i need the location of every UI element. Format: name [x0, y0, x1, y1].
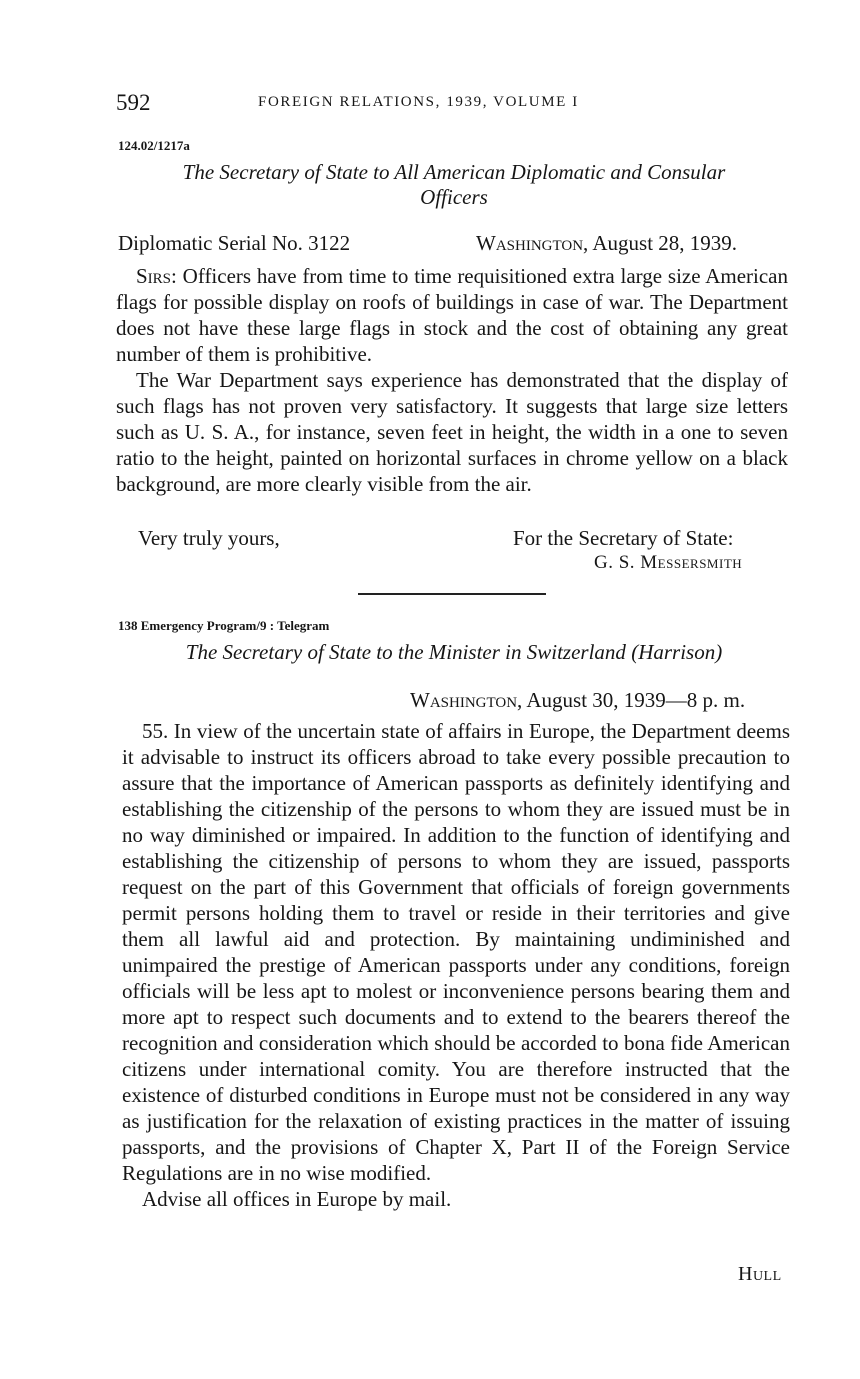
dateline-place: Washington — [476, 231, 584, 255]
salutation: Sirs — [136, 264, 172, 288]
dateline-date: , August 28, 1939. — [583, 231, 738, 255]
file-reference: 138 Emergency Program/9 : Telegram — [118, 618, 330, 633]
complimentary-close: Very truly yours, — [138, 526, 280, 550]
dateline-date: , August 30, 1939—8 p. m. — [517, 688, 746, 712]
signature: G. S. Messersmith — [594, 552, 743, 573]
diplomatic-serial: Diplomatic Serial No. 3122 — [118, 231, 351, 255]
document-title-line-1: The Secretary of State to All American Diplomatic and Consular — [182, 160, 726, 184]
signature: Hull — [738, 1263, 782, 1285]
dateline-place: Washington — [410, 688, 518, 712]
document-title — [118, 160, 790, 210]
running-head-title: FOREIGN RELATIONS, 1939, VOLUME I — [258, 94, 579, 110]
document-title-main: The Secretary of State to the Minister in Switzerland — [185, 640, 626, 664]
document-title-line-2: Officers — [420, 185, 488, 209]
section-divider — [358, 593, 546, 595]
paragraph: 55. In view of the uncertain state of affairs in Europe, the Department deems it advisable to instruct its officers abroad to take every possible precaution to assure that the importance of American passports as definitely identifying and establishing the citizenship of the persons to whom they are issued must be in no way diminished or impaired. In addition to the function of identifying and establishing the citizenship of persons to whom they are issued, passports request on the part of this Government that officials of foreign governments permit persons holding them to travel or reside in their territories and give them all lawful aid and protection. By maintaining undiminished and unimpaired the prestige of American passports under any conditions, foreign officials will be less apt to molest or inconvenience persons bearing them and more apt to respect such documents and to extend to the bearers thereof the recognition and consideration which should be accorded to bona fide American citizens under international comity. You are therefore instructed that the existence of disturbed conditions in Europe must not be considered in any way as justification for the relaxation of existing practices in the matter of issuing passports, and the provisions of Chapter X, Part II of the Foreign Service Regulations are in no wise modified. — [122, 719, 790, 1185]
running-head — [116, 90, 796, 120]
page-number: 592 — [116, 90, 151, 115]
file-reference: 124.02/1217a — [118, 138, 190, 153]
paragraph — [116, 263, 788, 367]
paragraph: The War Department says experience has demonstrated that the display of such flags has not proven very satisfactory. It suggests that large size letters such as U. S. A., for instance, seven feet in height, the width in a one to seven ratio to the height, painted on horizontal surfaces in chrome yellow on a black background, are more clearly visible from the air. — [116, 368, 788, 496]
paragraph: Advise all offices in Europe by mail. — [142, 1187, 452, 1211]
telegram-body — [122, 718, 790, 1212]
document-title-name: Harrison — [638, 640, 716, 664]
paragraph-text: : Officers have from time to time requisitioned extra large size American flags for possible display on roofs of buildings in case of war. The Department does not have these large flags in stock and the cost of obtaining any great number of them is prohibitive. — [116, 264, 788, 366]
signature-authority: For the Secretary of State: — [513, 526, 734, 550]
document-title: The Secretary of State to the Minister in Switzerland (Harrison) — [185, 640, 723, 664]
dateline — [410, 688, 745, 713]
dateline — [476, 231, 737, 256]
letter-body — [116, 263, 788, 497]
